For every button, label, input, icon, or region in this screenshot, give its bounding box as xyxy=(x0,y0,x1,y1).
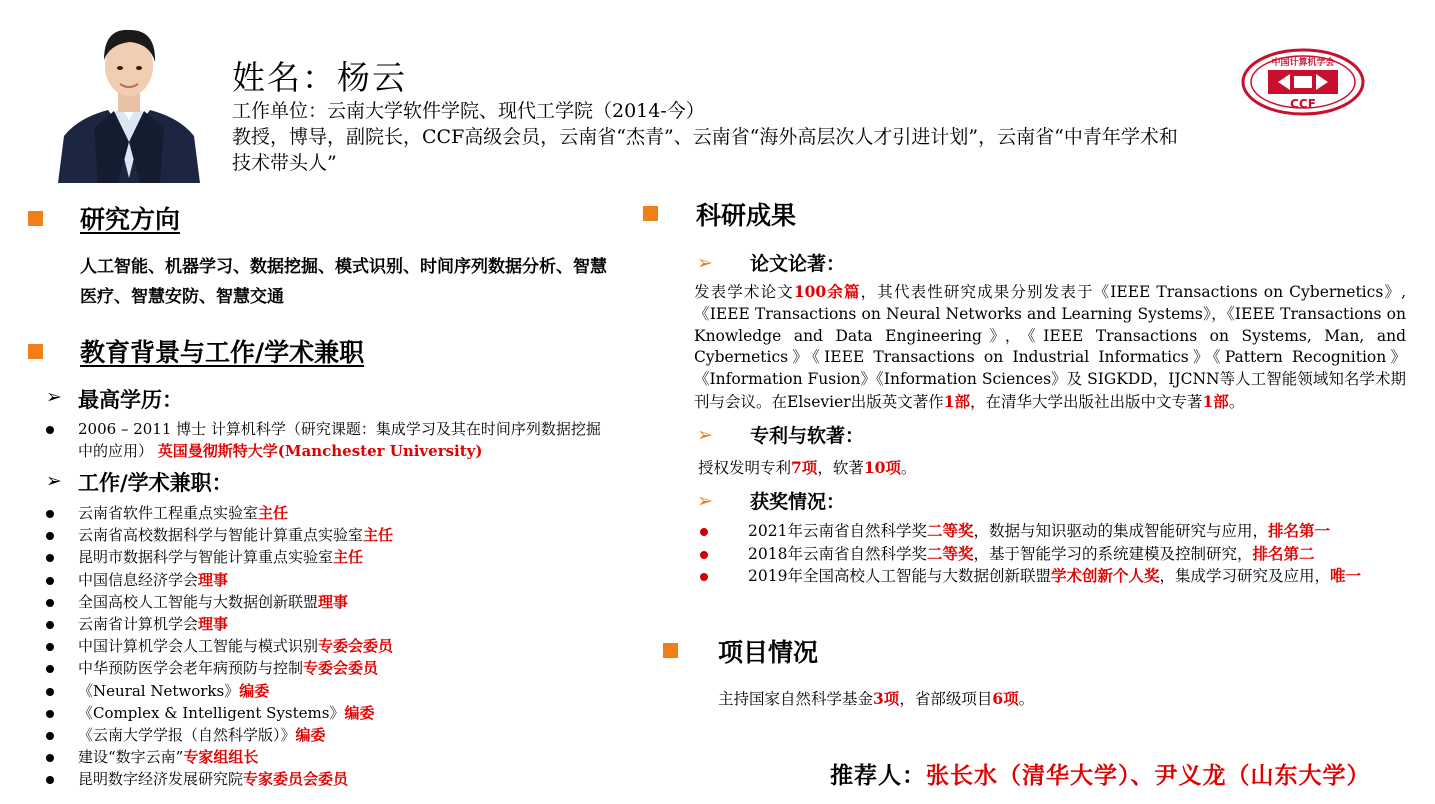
list-item xyxy=(44,768,624,790)
affiliation: 工作单位：云南大学软件学院、现代工学院（2014-今） xyxy=(232,100,705,122)
patents-count: 7项 xyxy=(791,458,818,477)
list-item xyxy=(44,569,624,591)
degree-school: 英国曼彻斯特大学(Manchester University) xyxy=(157,442,483,460)
job-org: 建设“数字云南” xyxy=(78,748,184,767)
award-text: ，数据与知识驱动的集成智能研究与应用， xyxy=(973,522,1268,540)
job-org: 昆明数字经济发展研究院 xyxy=(78,770,244,789)
award-text: 2021年云南省自然科学奖 xyxy=(748,522,927,540)
recommender-line xyxy=(830,757,1371,790)
patents-text-part: 。 xyxy=(900,459,917,477)
bullet-icon xyxy=(46,426,54,434)
list-item xyxy=(44,502,624,524)
award-text: 2019年全国高校人工智能与大数据创新联盟 xyxy=(748,567,1051,585)
english-book-count: 1部 xyxy=(943,391,970,411)
bullet-icon xyxy=(46,776,54,784)
logo-top-text: 中国计算机学会 xyxy=(1271,58,1335,68)
papers-text-part: ，在清华大学出版社出版中文专著 xyxy=(970,392,1203,411)
papers-text-part: 发表学术论文 xyxy=(694,283,794,301)
projects-text xyxy=(718,687,1034,709)
job-role: 专家委员会委员 xyxy=(243,770,349,789)
degree-item xyxy=(78,418,608,462)
job-role: 主任 xyxy=(258,504,289,522)
patents-heading: 专利与软著： xyxy=(750,425,865,447)
list-item xyxy=(44,591,624,613)
job-role: 理事 xyxy=(198,570,229,589)
bullet-icon xyxy=(46,754,54,762)
arrow-bullet-icon: ➢ xyxy=(697,424,713,446)
job-role: 编委 xyxy=(344,703,375,722)
list-item xyxy=(44,657,624,679)
degree-text: 2006 – 2011 博士 计算机科学（研究课题：集成学习及其在时间序列数据挖掘中的应用） xyxy=(78,420,601,460)
projects-text-part: 。 xyxy=(1018,690,1035,708)
bullet-icon xyxy=(46,599,54,607)
papers-heading: 论文论著： xyxy=(750,253,846,275)
section-square-icon xyxy=(28,211,43,226)
list-item xyxy=(44,546,624,568)
bullet-icon xyxy=(46,732,54,740)
bullet-icon xyxy=(46,532,54,540)
research-title: 研究方向 xyxy=(80,205,181,234)
job-org: 云南省高校数据科学与智能计算重点实验室 xyxy=(78,526,364,545)
degree-heading: 最高学历： xyxy=(78,387,183,412)
bullet-icon xyxy=(46,510,54,518)
award-rank: 唯一 xyxy=(1329,566,1361,585)
achievements-title: 科研成果 xyxy=(696,201,797,230)
papers-count: 100余篇 xyxy=(793,282,861,301)
patents-text xyxy=(698,456,916,478)
list-item xyxy=(44,635,624,657)
jobs-heading: 工作/学术兼职： xyxy=(78,470,233,495)
bullet-icon xyxy=(46,621,54,629)
job-role: 主任 xyxy=(333,548,364,567)
award-level: 二等奖 xyxy=(926,543,974,563)
education-title: 教育背景与工作/学术兼职 xyxy=(80,338,365,367)
award-text: ，基于智能学习的系统建模及控制研究， xyxy=(973,544,1253,563)
list-item xyxy=(44,613,624,635)
award-level: 二等奖 xyxy=(926,521,974,540)
arrow-bullet-icon: ➢ xyxy=(697,252,713,274)
titles-honors: 教授，博导，副院长，CCF高级会员，云南省“杰青”、云南省“海外高层次人才引进计划”，云南省“中青年学术和技术带头人” xyxy=(232,126,1178,174)
papers-text-part: ，其代表性研究成果分别发表于《IEEE Transactions on Cybernetics》,《IEEE Transactions on Neural Networks and Learning Systems》，《IEEE Transactions on Knowledge and Data Engineering》，《IEEE Transactions on Systems, Man, and Cybernetics》《IEEE Transactions on Industrial Informatics》《Pattern Recognition》《Information Fusion》《Information Sciences》及 SIGKDD，IJCNN等人工智能领域知名学术期刊与会议。在Elsevier出版英文著作 xyxy=(694,283,1406,411)
bullet-icon xyxy=(46,688,54,696)
recommender-label: 推荐人： xyxy=(830,762,926,789)
award-rank: 排名第二 xyxy=(1252,543,1315,563)
arrow-bullet-icon: ➢ xyxy=(46,386,62,408)
list-item xyxy=(696,543,1408,566)
person-name: 姓名：杨云 xyxy=(232,58,407,97)
bullet-icon xyxy=(46,710,54,718)
list-item xyxy=(44,702,624,724)
job-org: 中国信息经济学会 xyxy=(78,570,199,589)
bullet-icon xyxy=(46,665,54,673)
award-level: 学术创新个人奖 xyxy=(1050,566,1160,585)
list-item xyxy=(696,565,1408,588)
bullet-icon xyxy=(46,577,54,585)
bullet-icon xyxy=(700,551,708,559)
job-org: 中华预防医学会老年病预防与控制 xyxy=(78,659,304,678)
bullet-icon xyxy=(700,528,708,536)
list-item xyxy=(44,746,624,768)
nsfc-count: 3项 xyxy=(873,689,900,708)
section-square-icon xyxy=(663,643,678,658)
chinese-book-count: 1部 xyxy=(1202,391,1229,411)
job-org: 中国计算机学会人工智能与模式识别 xyxy=(78,637,319,656)
section-square-icon xyxy=(28,344,43,359)
patents-text-part: 授权发明专利 xyxy=(698,459,792,477)
patents-text-part: ，软著 xyxy=(817,459,864,477)
job-role: 理事 xyxy=(198,615,229,634)
job-role: 理事 xyxy=(318,592,349,611)
recommender-names: 张长水（清华大学）、尹义龙（山东大学） xyxy=(926,762,1371,789)
award-text: ，集成学习研究及应用， xyxy=(1159,567,1330,585)
job-role: 专委会委员 xyxy=(303,659,379,678)
logo-bottom-text: CCF xyxy=(1290,97,1316,111)
job-org: 《Complex & Intelligent Systems》 xyxy=(78,703,345,722)
arrow-bullet-icon: ➢ xyxy=(46,470,62,492)
job-org: 昆明市数据科学与智能计算重点实验室 xyxy=(78,548,334,567)
job-org: 云南省计算机学会 xyxy=(78,615,199,634)
ccf-logo xyxy=(1240,48,1366,116)
job-org: 全国高校人工智能与大数据创新联盟 xyxy=(78,592,319,611)
job-role: 专家组组长 xyxy=(183,748,259,767)
awards-heading: 获奖情况： xyxy=(750,491,846,513)
job-role: 编委 xyxy=(239,681,270,700)
job-role: 编委 xyxy=(295,726,326,745)
list-item xyxy=(44,524,624,546)
job-role: 专委会委员 xyxy=(318,637,394,656)
bullet-icon xyxy=(700,573,708,581)
awards-list xyxy=(696,520,1408,588)
projects-title: 项目情况 xyxy=(718,638,819,667)
list-item xyxy=(44,724,624,746)
papers-text-part: 。 xyxy=(1228,392,1245,411)
provincial-count: 6项 xyxy=(992,689,1019,708)
job-org: 《Neural Networks》 xyxy=(78,681,240,700)
job-role: 主任 xyxy=(363,526,394,545)
jobs-list xyxy=(44,502,624,791)
list-item xyxy=(44,680,624,702)
list-item xyxy=(696,520,1408,543)
award-rank: 排名第一 xyxy=(1267,521,1330,540)
software-count: 10项 xyxy=(863,458,901,477)
job-org: 《云南大学学报（自然科学版）》 xyxy=(78,726,296,745)
portrait-photo xyxy=(58,18,200,183)
arrow-bullet-icon: ➢ xyxy=(697,490,713,512)
research-text: 人工智能、机器学习、数据挖掘、模式识别、时间序列数据分析、智慧医疗、智慧安防、智慧交通 xyxy=(80,257,607,307)
section-square-icon xyxy=(643,206,658,221)
award-text: 2018年云南省自然科学奖 xyxy=(748,544,927,563)
bullet-icon xyxy=(46,643,54,651)
intro-block xyxy=(232,98,1192,176)
projects-text-part: ，省部级项目 xyxy=(899,690,993,708)
job-org: 云南省软件工程重点实验室 xyxy=(78,504,259,522)
bullet-icon xyxy=(46,554,54,562)
papers-text xyxy=(694,281,1406,414)
projects-text-part: 主持国家自然科学基金 xyxy=(718,690,874,708)
